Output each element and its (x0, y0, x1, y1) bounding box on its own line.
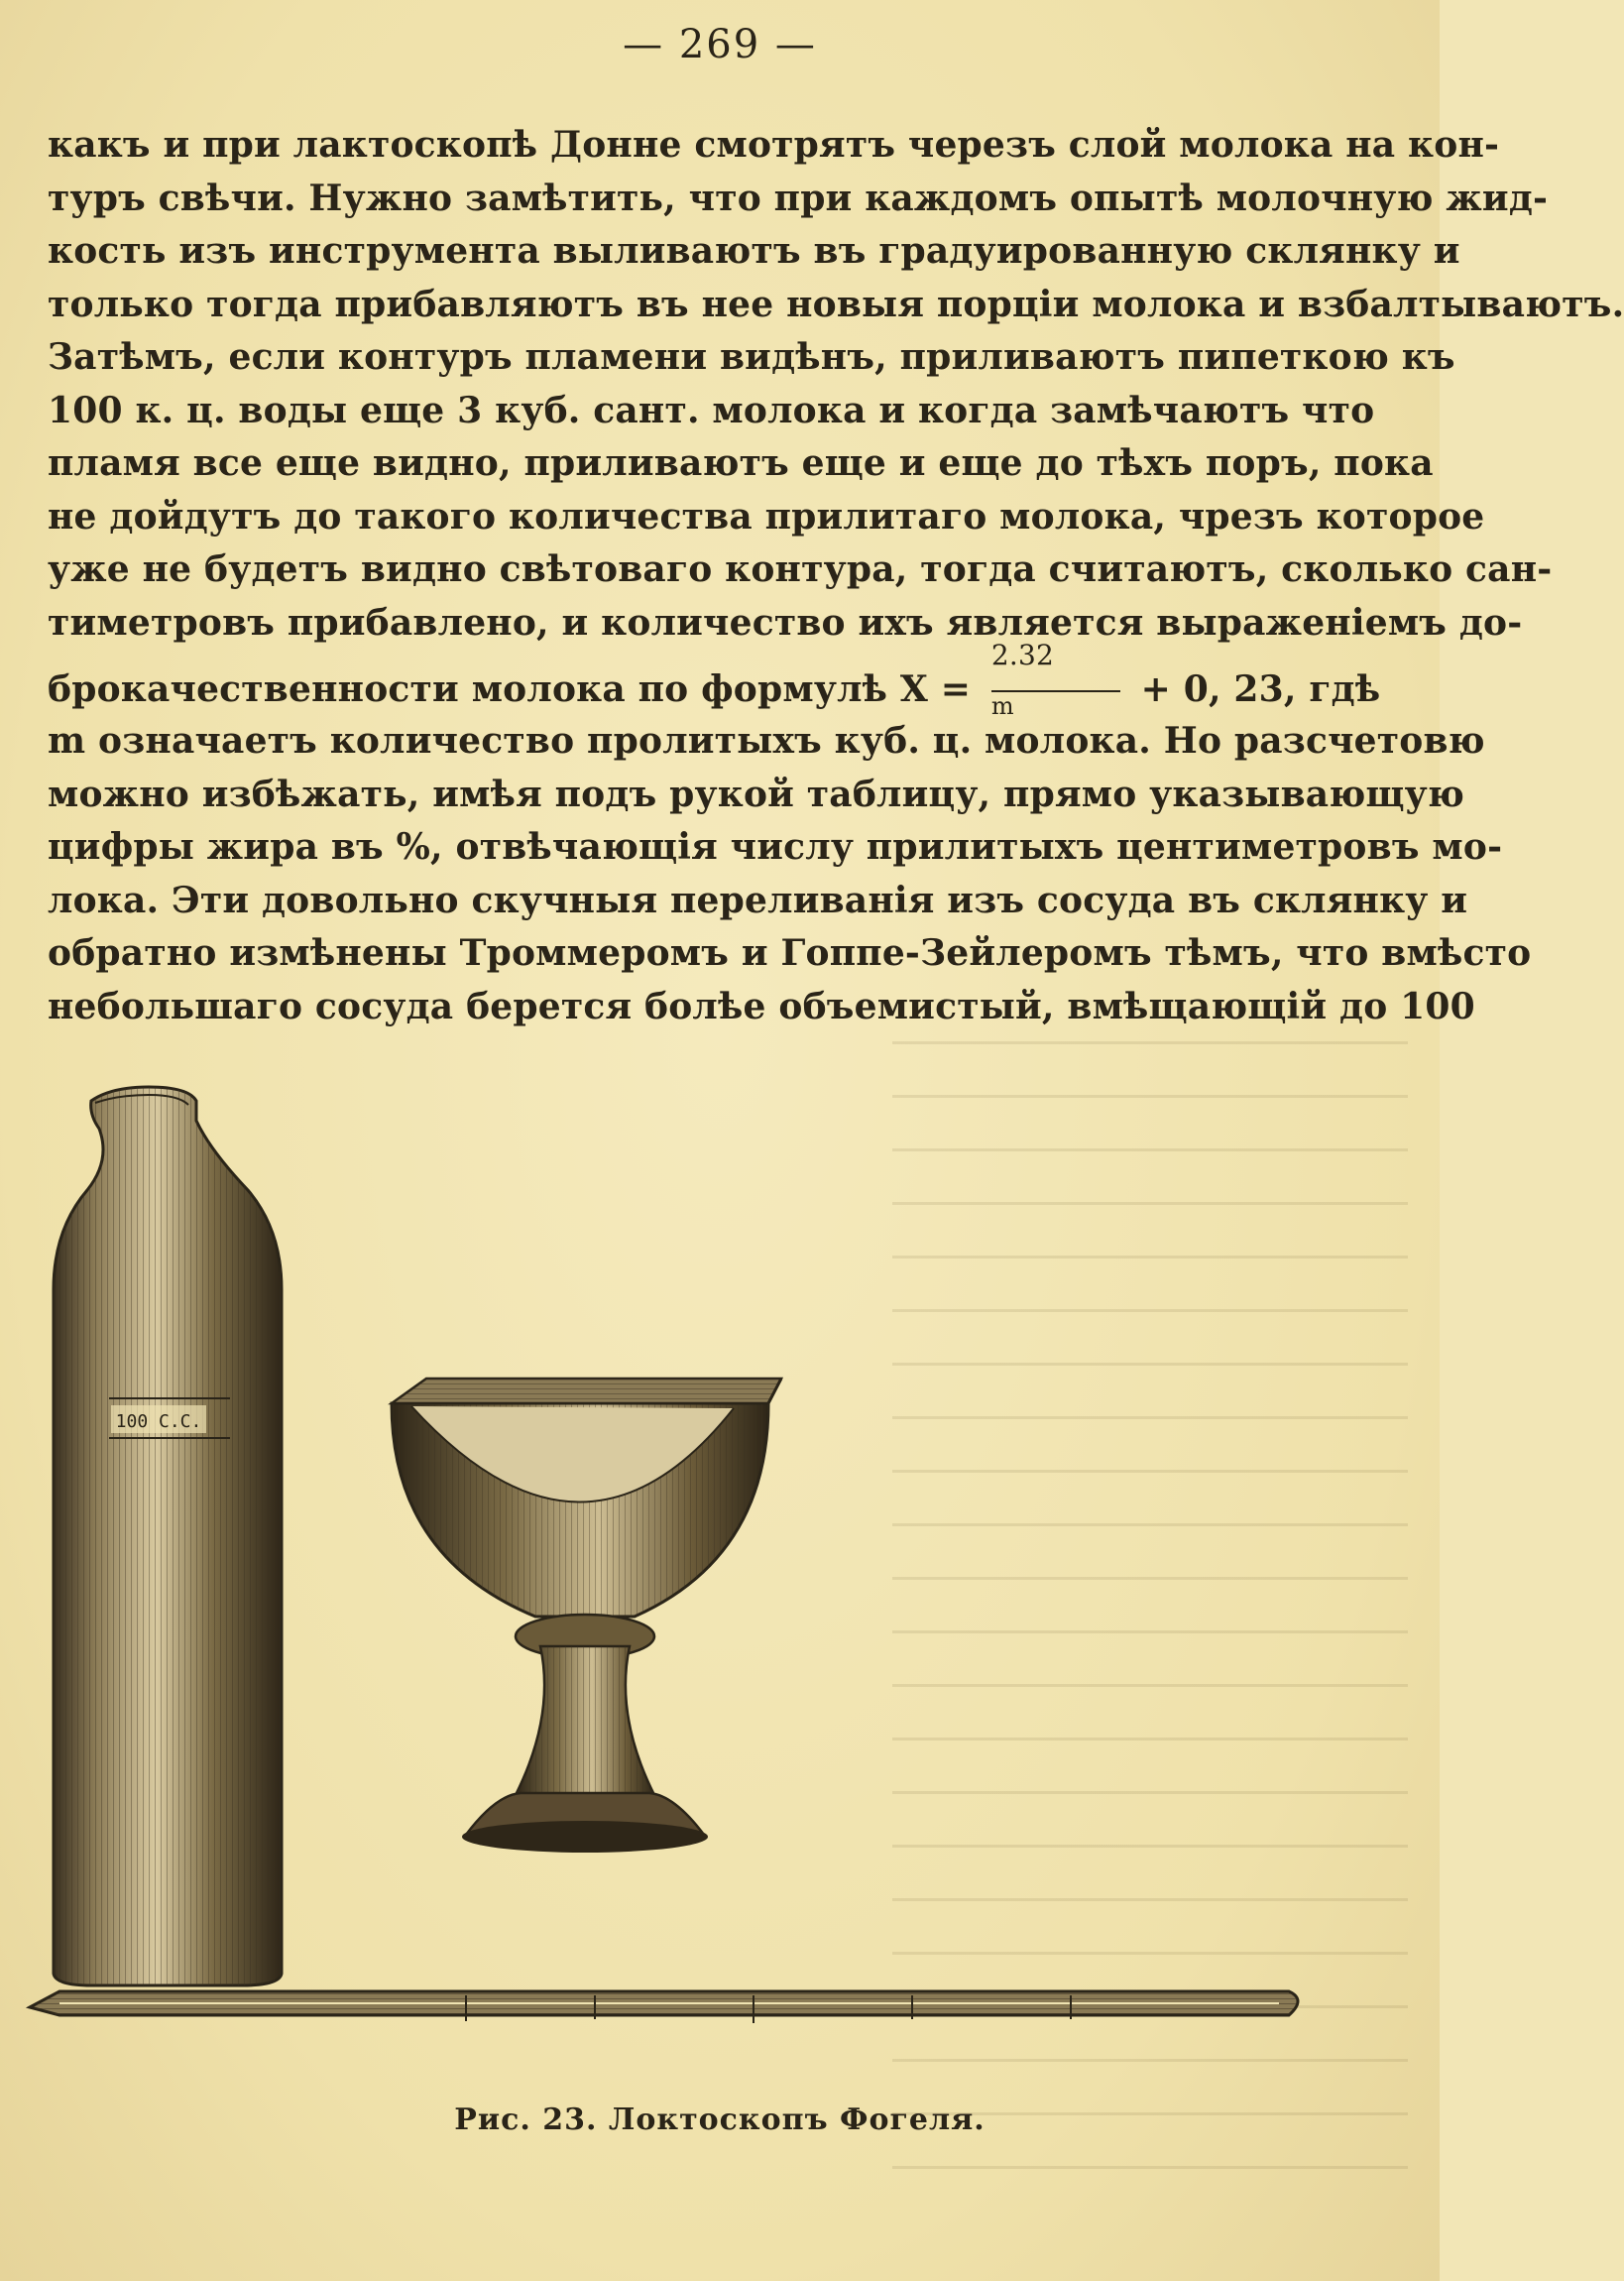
pipette (30, 1991, 1298, 2023)
text-line: 100 к. ц. воды еще 3 куб. сант. молока и когда замѣчаютъ что (48, 389, 1375, 431)
text-line: цифры жира въ %, отвѣчающiя числу прилитыхъ центиметровъ мо- (48, 826, 1503, 868)
text-line: не дойдутъ до такого количества прилитаго молока, чрезъ которое (48, 495, 1485, 538)
text-line: уже не будетъ видно свѣтоваго контура, тогда считаютъ, сколько сан- (48, 548, 1553, 590)
lactoscope-figure (0, 1081, 1440, 2073)
text-line: пламя все еще видно, приливаютъ еще и еще до тѣхъ поръ, пока (48, 442, 1434, 484)
text-line: туръ свѣчи. Нужно замѣтить, что при каждомъ опытѣ молочную жид- (48, 177, 1549, 219)
figure-caption: Рис. 23. Локтоскопъ Фогеля. (454, 2102, 986, 2137)
bottle-label: 100 C.C. (115, 1411, 202, 1432)
graduated-bottle (54, 1087, 282, 1985)
text-line: m означаетъ количество пролитыхъ куб. ц. молока. Но разсчетовю (48, 720, 1485, 762)
text-line: какъ и при лактоскопѣ Донне смотрятъ черезъ слой молока на кон- (48, 124, 1500, 166)
text-line: тиметровъ прибавлено, и количество ихъ является выраженiемъ до- (48, 601, 1523, 644)
text-line: обратно измѣнены Троммеромъ и Гоппе-Зейлеромъ тѣмъ, что вмѣсто (48, 932, 1532, 974)
formula-suffix: + 0, 23, гдѣ (1140, 668, 1381, 710)
glass-cup-stand (392, 1379, 781, 1853)
text-line: только тогда прибавляютъ въ нее новыя порцiи молока и взбалтываютъ. (48, 283, 1624, 325)
text-line: кость изъ инструмента выливаютъ въ градуированную склянку и (48, 230, 1460, 272)
text-line: можно избѣжать, имѣя подъ рукой таблицу, прямо указывающую (48, 773, 1464, 815)
fraction-numerator: 2.32 (990, 639, 1055, 671)
page-number: — 269 — (623, 22, 817, 67)
fraction-denominator: m (990, 692, 1014, 720)
text-line: небольшаго сосуда берется болѣе объемистый, вмѣщающiй до 100 (48, 985, 1475, 1027)
formula-prefix: брокачественности молока по формулѣ X = (48, 668, 972, 710)
body-text (48, 119, 1624, 1033)
text-line: лока. Эти довольно скучныя переливанiя изъ сосуда въ склянку и (48, 879, 1468, 921)
fraction (990, 639, 1120, 720)
formula-line (48, 639, 1381, 720)
text-line: Затѣмъ, если контуръ пламени видѣнъ, приливаютъ пипеткою къ (48, 336, 1455, 378)
